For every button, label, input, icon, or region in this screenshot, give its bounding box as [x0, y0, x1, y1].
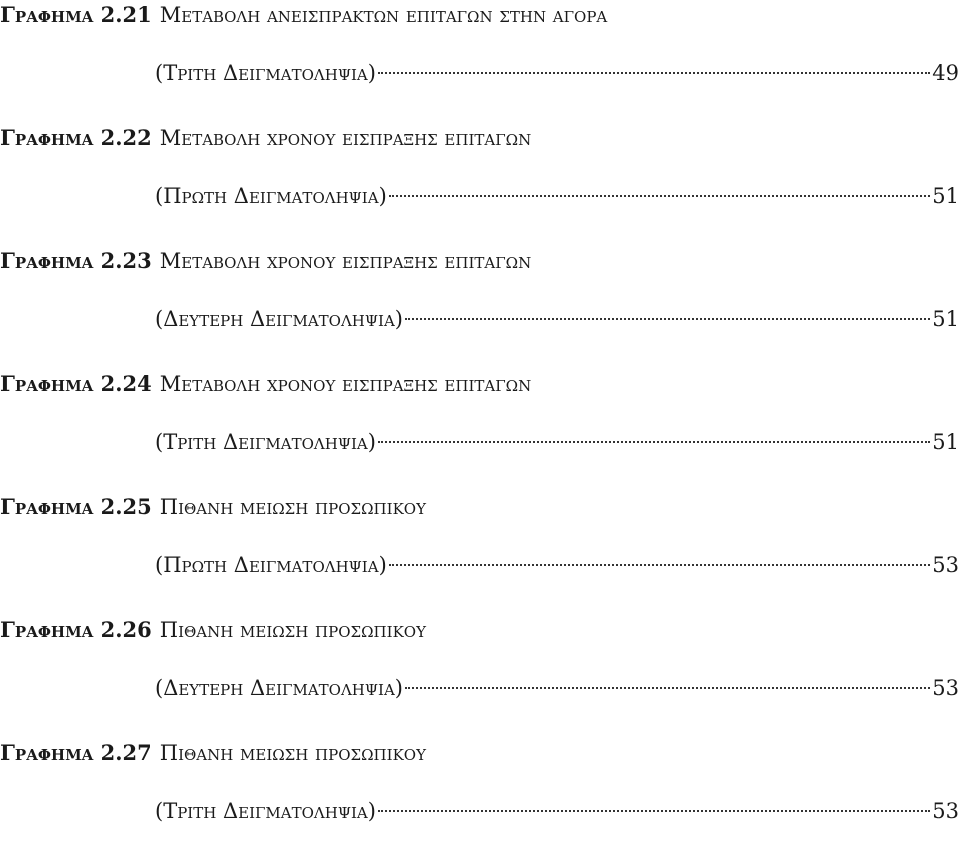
figure-title: Μεταβολη χρονου εισπραξης επιταγων — [159, 372, 532, 396]
dot-leader — [405, 318, 930, 320]
figure-subtitle: (Τριτη Δειγματοληψια) — [155, 799, 376, 823]
dot-leader — [378, 72, 930, 74]
page-number[interactable]: 51 — [932, 184, 959, 208]
dot-leader — [378, 810, 930, 812]
entry-subtitle-line — [155, 181, 959, 211]
figure-title: Μεταβολη χρονου εισπραξης επιταγων — [159, 249, 532, 273]
toc-entry[interactable] — [0, 738, 959, 861]
figure-subtitle: (Τριτη Δειγματοληψια) — [155, 430, 376, 454]
entry-title-line — [0, 369, 531, 399]
entry-subtitle-line — [155, 427, 959, 457]
figure-subtitle: (Δευτερη Δειγματοληψια) — [155, 676, 403, 700]
entry-title-line — [0, 0, 607, 30]
figure-label: Γραφημα 2.25 — [0, 494, 152, 519]
figure-subtitle: (Δευτερη Δειγματοληψια) — [155, 307, 403, 331]
page-number[interactable]: 53 — [932, 799, 959, 823]
figure-title: Πιθανη μειωση προσωπικου — [159, 495, 426, 519]
entry-title-line — [0, 246, 531, 276]
dot-leader — [389, 564, 931, 566]
page-number[interactable]: 51 — [932, 307, 959, 331]
toc-entry[interactable] — [0, 123, 959, 246]
entry-subtitle-line — [155, 58, 959, 88]
figure-title: Μεταβολη ανεισπρακτων επιταγων στην αγορα — [159, 3, 608, 27]
figure-label: Γραφημα 2.21 — [0, 2, 152, 27]
dot-leader — [378, 441, 930, 443]
entry-subtitle-line — [155, 304, 959, 334]
page-number[interactable]: 53 — [932, 676, 959, 700]
figure-label: Γραφημα 2.24 — [0, 371, 152, 396]
figure-label: Γραφημα 2.22 — [0, 125, 152, 150]
figure-subtitle: (Πρωτη Δειγματοληψια) — [155, 184, 387, 208]
figure-subtitle: (Τριτη Δειγματοληψια) — [155, 61, 376, 85]
figure-label: Γραφημα 2.26 — [0, 617, 152, 642]
figure-label: Γραφημα 2.23 — [0, 248, 152, 273]
figure-subtitle: (Πρωτη Δειγματοληψια) — [155, 553, 387, 577]
figure-title: Πιθανη μειωση προσωπικου — [159, 741, 426, 765]
figure-title: Πιθανη μειωση προσωπικου — [159, 618, 426, 642]
entry-subtitle-line — [155, 673, 959, 703]
page-number[interactable]: 49 — [932, 61, 959, 85]
toc-entry[interactable] — [0, 369, 959, 492]
entry-subtitle-line — [155, 550, 959, 580]
toc-entry[interactable] — [0, 492, 959, 615]
figure-title: Μεταβολη χρονου εισπραξης επιταγων — [159, 126, 532, 150]
entry-subtitle-line — [155, 796, 959, 826]
dot-leader — [389, 195, 931, 197]
figure-label: Γραφημα 2.27 — [0, 740, 152, 765]
page-number[interactable]: 51 — [932, 430, 959, 454]
entry-title-line — [0, 615, 426, 645]
entry-title-line — [0, 492, 426, 522]
dot-leader — [405, 687, 930, 689]
entry-title-line — [0, 123, 531, 153]
toc-entry[interactable] — [0, 0, 959, 123]
toc-entry[interactable] — [0, 246, 959, 369]
entry-title-line — [0, 738, 426, 768]
page-number[interactable]: 53 — [932, 553, 959, 577]
toc-entry[interactable] — [0, 615, 959, 738]
